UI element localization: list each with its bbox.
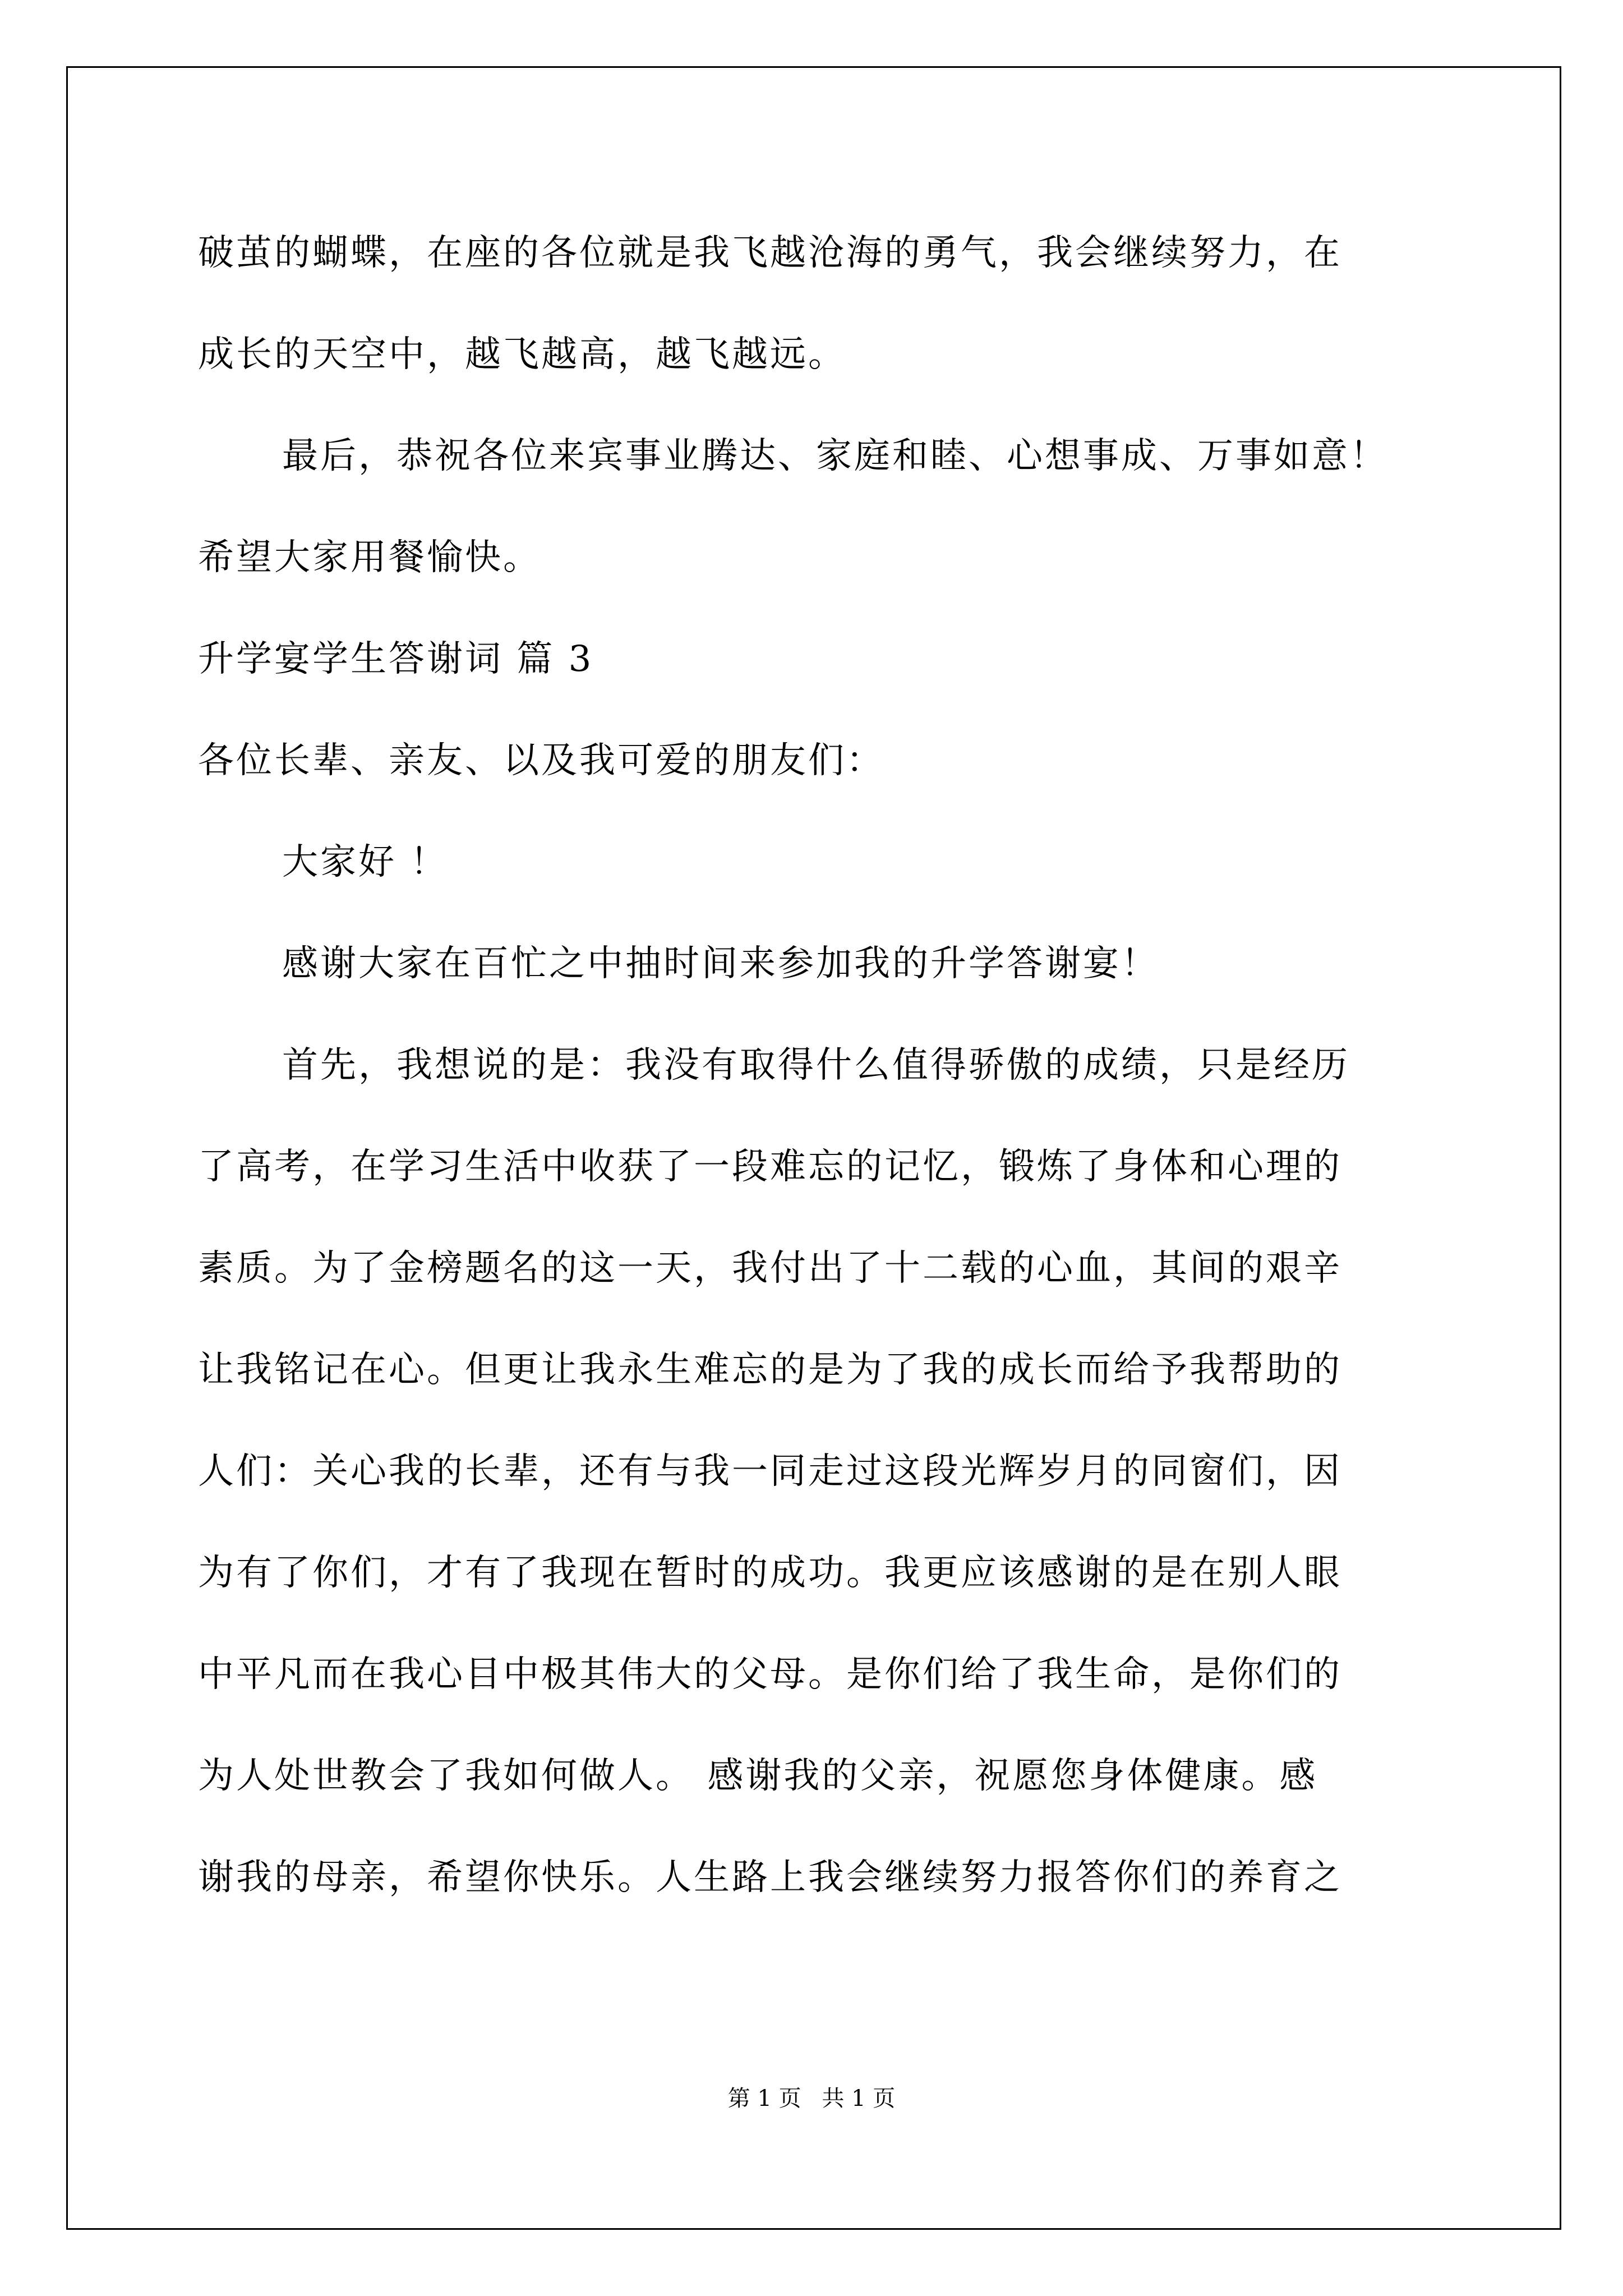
page-footer <box>0 2082 1623 2115</box>
salutation: 各位长辈、亲友、以及我可爱的朋友们： <box>198 740 884 781</box>
body-line: 素质。为了金榜题名的这一天，我付出了十二载的心血，其间的艰辛 <box>198 1248 1342 1289</box>
body-line: 中平凡而在我心目中极其伟大的父母。是你们给了我生命，是你们的 <box>198 1654 1342 1695</box>
body-line: 为人处世教会了我如何做人。 感谢我的父亲，祝愿您身体健康。感 <box>198 1755 1318 1797</box>
page-number: 第 1 页 <box>727 2086 801 2111</box>
body-line: 了高考，在学习生活中收获了一段难忘的记忆，锻炼了身体和心理的 <box>198 1146 1342 1188</box>
body-line: 成长的天空中，越飞越高，越飞越远。 <box>198 334 846 375</box>
section-heading: 升学宴学生答谢词 篇 3 <box>198 638 594 680</box>
body-line: 谢我的母亲，希望你快乐。人生路上我会继续努力报答你们的养育之 <box>198 1857 1342 1898</box>
body-line: 希望大家用餐愉快。 <box>198 537 541 578</box>
body-line: 最后，恭祝各位来宾事业腾达、家庭和睦、心想事成、万事如意！ <box>282 435 1388 477</box>
greeting: 大家好 ！ <box>282 841 449 883</box>
body-line: 首先，我想说的是：我没有取得什么值得骄傲的成绩，只是经历 <box>282 1045 1350 1086</box>
body-line: 为有了你们，才有了我现在暂时的成功。我更应该感谢的是在别人眼 <box>198 1552 1342 1594</box>
body-line: 让我铭记在心。但更让我永生难忘的是为了我的成长而给予我帮助的 <box>198 1349 1342 1391</box>
body-line: 人们：关心我的长辈，还有与我一同走过这段光辉岁月的同窗们，因 <box>198 1451 1342 1492</box>
page-total: 共 1 页 <box>822 2086 896 2111</box>
body-line: 感谢大家在百忙之中抽时间来参加我的升学答谢宴！ <box>282 943 1159 984</box>
body-line: 破茧的蝴蝶，在座的各位就是我飞越沧海的勇气，我会继续努力，在 <box>198 232 1342 274</box>
